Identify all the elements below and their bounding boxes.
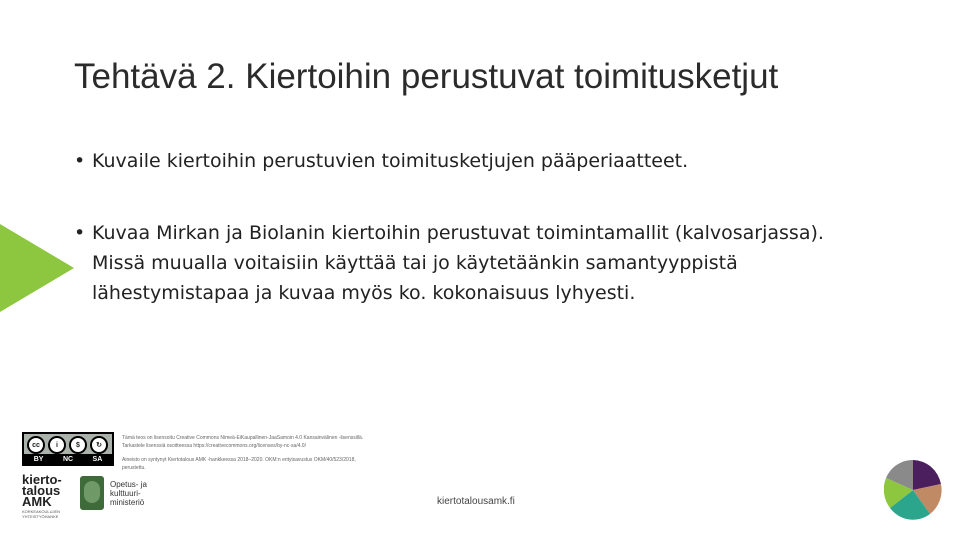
footer-url: kiertotalousamk.fi xyxy=(437,496,515,507)
decorative-circle-icon xyxy=(884,460,942,520)
cc-terms-strip xyxy=(24,454,112,464)
funding-paragraph: Aineisto on syntynyt Kiertotalous AMK -hankkeessa 2018–2020. OKM:n erityisavustus OKM/40/523/2018, perustettu. xyxy=(122,457,356,471)
cc-symbols xyxy=(27,436,108,454)
bullet-marker: • xyxy=(74,150,86,172)
slide-title: Tehtävä 2. Kiertoihin perustuvat toimitusketjut xyxy=(74,57,779,96)
bullet-item xyxy=(74,146,874,176)
cc-term: SA xyxy=(92,455,103,463)
license-paragraph: Tämä teos on lisensoitu Creative Commons Nimeä-EiKaupallinen-JaaSamoin 4.0 Kansainvälinen -lisenssillä. Tarkastele lisenssiä osoitteessa https://creativecommons.org/licenses/by-nc-sa/4.0/ xyxy=(122,435,364,449)
creative-commons-badge xyxy=(22,432,114,466)
bullet-item xyxy=(74,218,874,308)
license-text xyxy=(122,434,372,478)
attribution-icon: i xyxy=(48,436,66,454)
sharealike-icon: ↻ xyxy=(90,436,108,454)
bullet-text: Kuvaa Mirkan ja Biolanin kiertoihin perustuvat toimintamallit (kalvosarjassa). Missä muualla voitaisiin käyttää tai jo käytetäänkin samantyyppistä lähestymistapaa ja kuvaa myös ko. kokonaisuus lyhyesti. xyxy=(92,222,824,304)
amk-logo-subtext: KORKEAKOULUJEN YHTEISTYÖHANKE xyxy=(22,509,61,519)
cc-term: BY xyxy=(33,455,44,463)
bullet-text: Kuvaile kiertoihin perustuvien toimitusketjujen pääperiaatteet. xyxy=(92,150,689,172)
okm-logo-text: Opetus- ja kulttuuri- ministeriö xyxy=(110,480,147,507)
play-triangle-icon xyxy=(0,224,74,312)
kiertotalous-amk-logo xyxy=(22,474,72,519)
bullet-list xyxy=(74,146,874,308)
noncommercial-icon: $ xyxy=(69,436,87,454)
cc-term: NC xyxy=(62,455,74,463)
bullet-marker: • xyxy=(74,222,86,244)
cc-icon: cc xyxy=(27,436,45,454)
okm-emblem-icon xyxy=(80,476,104,510)
amk-logo-text: kierto- talous AMK xyxy=(22,472,62,509)
